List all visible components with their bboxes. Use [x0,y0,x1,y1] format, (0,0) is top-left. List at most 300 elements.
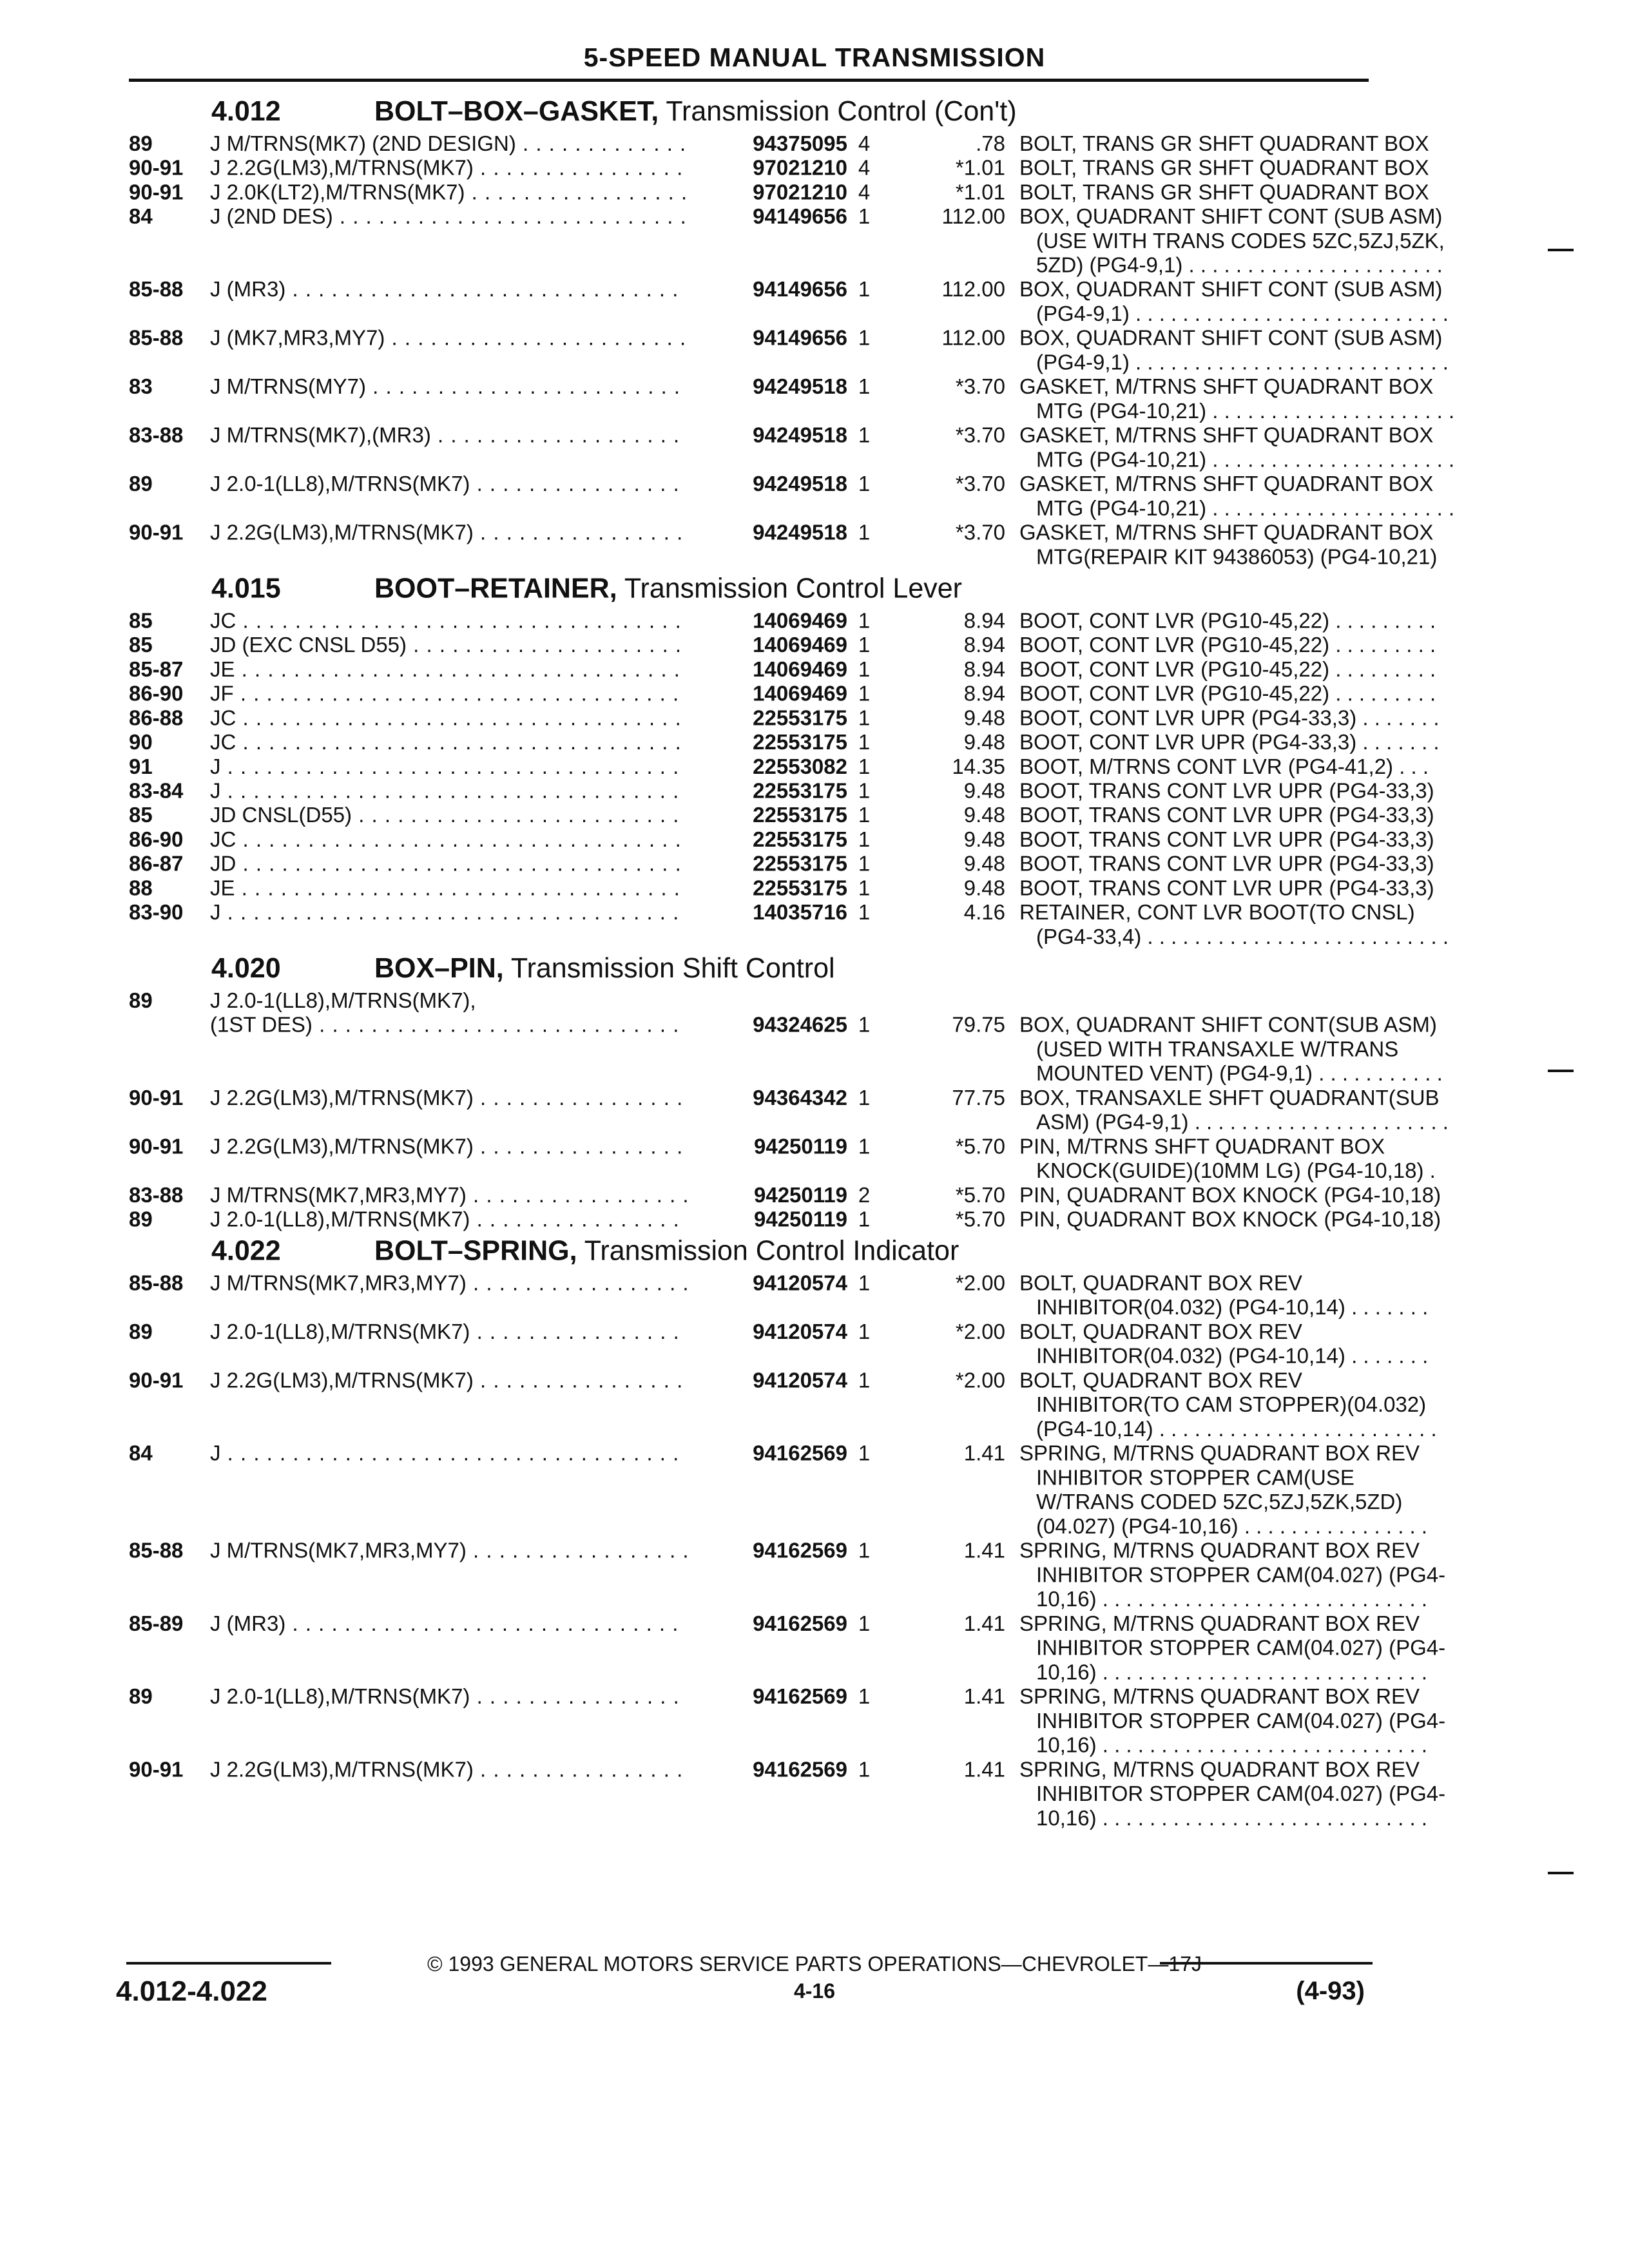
table-row [129,1538,1446,1611]
quantity: 1 [858,276,871,302]
description-line: BOX, QUADRANT SHIFT CONT (SUB ASM) [1019,325,1443,350]
price: 9.48 [963,778,1005,803]
quantity: 1 [858,1611,871,1635]
description-line: MTG(REPAIR KIT 94386053) (PG4-10,21) [1036,544,1438,569]
part-number: 97021210 [697,180,847,204]
table-row [129,827,1434,852]
model-year: 85-88 [129,1270,184,1295]
model-year: 83 [129,374,153,399]
table-row [129,1756,1446,1830]
vehicle-application: J 2.2G(LM3),M/TRNS(MK7) . . . [210,520,687,544]
price: 9.48 [963,875,1005,900]
description-line: GASKET, M/TRNS SHFT QUADRANT BOX [1019,520,1434,544]
part-number: 94249518 [697,374,847,399]
description [1019,423,1496,471]
table-row [129,705,1440,730]
description-line: BOX, QUADRANT SHIFT CONT (SUB ASM) [1019,276,1443,302]
quantity: 1 [858,423,871,447]
model-year: 85-88 [129,1538,184,1562]
quantity: 1 [858,520,871,544]
price: *3.70 [955,520,1005,544]
description [1019,1085,1496,1133]
model-year: 90-91 [129,1085,184,1110]
description [1019,1757,1496,1830]
section-title [129,948,1379,988]
section-name: BOOT–RETAINER, [374,572,617,604]
table-row [129,1684,1446,1757]
vehicle-application: J 2.0K(LT2),M/TRNS(MK7) . . . [210,180,687,204]
vehicle-application: J 2.0-1(LL8),M/TRNS(MK7) . . . [210,1207,687,1231]
description-line: BOOT, TRANS CONT LVR UPR (PG4-33,3) [1019,802,1434,827]
description [1019,778,1496,803]
description-line: INHIBITOR(04.032) (PG4-10,14) . . . . . . . [1036,1294,1429,1320]
model-year: 85 [129,608,153,633]
description-line: 10,16) . . . . . . . . . . . . . . . . . . . . . . . . . . . . [1036,1659,1428,1684]
description [1019,1319,1496,1367]
description-line: ASM) (PG4-9,1) . . . . . . . . . . . . . . . . . . . . . . [1036,1109,1449,1134]
quantity: 1 [858,680,871,706]
description-line: 10,16) . . . . . . . . . . . . . . . . . . . . . . . . . . . . [1036,1586,1428,1611]
price: *3.70 [955,374,1005,399]
vehicle-application: J 2.2G(LM3),M/TRNS(MK7) . . . [210,155,687,180]
description-line: MTG (PG4-10,21) . . . . . . . . . . . . . . . . . . . . . [1036,398,1455,423]
table-row [129,471,1455,521]
description-line: BOOT, CONT LVR UPR (PG4-33,3) . . . . . . . [1019,705,1440,730]
description [1019,1368,1496,1441]
part-number: 94149656 [697,204,847,228]
section-name: BOX–PIN, [374,952,504,985]
part-number: 22553175 [697,851,847,876]
price: 9.48 [963,851,1005,876]
section-title [129,569,1379,608]
quantity: 4 [858,179,871,204]
model-year: 85 [129,632,153,657]
description-line: BOLT, QUADRANT BOX REV [1019,1367,1302,1392]
vehicle-application: JE . . . [210,876,687,900]
description-line: SPRING, M/TRNS QUADRANT BOX REV [1019,1538,1420,1562]
model-year: 90-91 [129,1133,184,1158]
price: *3.70 [955,471,1005,496]
part-number: 94149656 [697,277,847,302]
description-line: MTG (PG4-10,21) . . . . . . . . . . . . . . . . . . . . . [1036,495,1455,521]
footer-date-code: (4-93) [1296,1977,1365,2005]
quantity: 1 [858,1012,871,1037]
table-row [129,729,1440,754]
part-number: 94250119 [697,1207,847,1231]
quantity: 1 [858,827,871,852]
description [1019,1134,1496,1182]
description-line: BOOT, TRANS CONT LVR UPR (PG4-33,3) [1019,875,1434,900]
table-row [129,778,1434,803]
part-number: 94250119 [697,1182,847,1207]
quantity: 1 [858,778,871,803]
price: 14.35 [952,754,1005,778]
table-row [129,802,1434,827]
table-row [129,1133,1436,1183]
description-line: RETAINER, CONT LVR BOOT(TO CNSL) [1019,899,1415,925]
price: 9.48 [963,729,1005,754]
description [1019,1441,1496,1538]
description-line: SPRING, M/TRNS QUADRANT BOX REV [1019,1684,1420,1709]
description-line: BOX, TRANSAXLE SHFT QUADRANT(SUB [1019,1085,1440,1110]
vehicle-application: J M/TRNS(MK7,MR3,MY7) . . . [210,1271,687,1295]
description [1019,988,1496,1012]
description-line: MOUNTED VENT) (PG4-9,1) . . . . . . . . . . . [1036,1061,1443,1086]
parts-listing [129,91,1455,1830]
description-line: INHIBITOR(TO CAM STOPPER)(04.032) [1036,1392,1427,1417]
price: 8.94 [963,632,1005,657]
model-year: 83-84 [129,778,184,803]
part-number: 14069469 [697,608,847,633]
model-year: 90-91 [129,155,184,180]
margin-mark [1548,249,1574,251]
description-line: (PG4-9,1) . . . . . . . . . . . . . . . . . . . . . . . . . . . [1036,301,1449,326]
quantity: 1 [858,851,871,876]
vehicle-application: J M/TRNS(MK7),(MR3) . . . [210,423,687,447]
vehicle-application: J (MK7,MR3,MY7) . . . [210,325,687,350]
description-line: BOLT, TRANS GR SHFT QUADRANT BOX [1019,131,1429,155]
margin-mark [1548,1872,1574,1874]
description [1019,729,1496,754]
description [1019,277,1496,325]
section-subtitle: Transmission Shift Control [510,952,835,985]
part-number: 94250119 [697,1134,847,1158]
vehicle-application: J 2.0-1(LL8),M/TRNS(MK7) . . . [210,1319,687,1343]
price: *5.70 [955,1182,1005,1207]
vehicle-application: JC . . . [210,827,687,851]
table-row [129,851,1434,876]
section-number: 4.020 [211,952,281,985]
description [1019,1271,1496,1319]
part-number: 94249518 [697,520,847,544]
table-row [129,754,1429,778]
part-number: 22553082 [697,754,847,778]
footer-page-number: 4-16 [793,1979,836,2003]
model-year: 89 [129,1684,153,1709]
vehicle-application: (1ST DES) . . . [210,1012,687,1037]
model-year: 88 [129,875,153,900]
price: .78 [976,131,1005,155]
price: 8.94 [963,608,1005,633]
model-year: 83-88 [129,423,184,447]
description-line: INHIBITOR STOPPER CAM(04.027) (PG4- [1036,1781,1446,1806]
quantity: 1 [858,1085,871,1110]
part-number: 94120574 [697,1319,847,1343]
model-year: 90-91 [129,520,184,544]
section-title [129,91,1379,131]
description-line: BOOT, CONT LVR (PG10-45,22) . . . . . . . . . [1019,608,1436,633]
part-number: 94162569 [697,1611,847,1635]
description-line: SPRING, M/TRNS QUADRANT BOX REV [1019,1441,1420,1465]
vehicle-application: JD CNSL(D55) . . . [210,803,687,827]
vehicle-application: JE . . . [210,657,687,681]
description-line: 10,16) . . . . . . . . . . . . . . . . . . . . . . . . . . . . [1036,1805,1428,1830]
description [1019,180,1496,204]
description [1019,1684,1496,1756]
description [1019,1538,1496,1611]
model-year: 90-91 [129,1367,184,1392]
quantity: 4 [858,155,871,180]
description-line: SPRING, M/TRNS QUADRANT BOX REV [1019,1756,1420,1782]
price: *3.70 [955,423,1005,447]
margin-mark [1548,1070,1574,1072]
description-line: BOOT, TRANS CONT LVR UPR (PG4-33,3) [1019,851,1434,876]
section-name: BOLT–SPRING, [374,1235,577,1267]
description [1019,657,1496,681]
table-row [129,276,1449,326]
model-year: 90-91 [129,1756,184,1782]
description-line: 10,16) . . . . . . . . . . . . . . . . . . . . . . . . . . . . [1036,1732,1428,1757]
table-row [129,632,1436,657]
quantity: 1 [858,325,871,350]
header-rule [129,79,1369,82]
table-row [129,1085,1449,1134]
quantity: 1 [858,1319,871,1344]
model-year: 91 [129,754,153,778]
table-row [129,155,1429,180]
price: *2.00 [955,1319,1005,1344]
part-number: 22553175 [697,876,847,900]
description [1019,155,1496,180]
part-number: 94162569 [697,1538,847,1562]
description-line: BOX, QUADRANT SHIFT CONT(SUB ASM) [1019,1012,1437,1037]
table-row [129,179,1429,204]
part-number: 94375095 [697,131,847,155]
description [1019,803,1496,827]
part-number: 94162569 [697,1757,847,1782]
description-line: W/TRANS CODED 5ZC,5ZJ,5ZK,5ZD) [1036,1489,1403,1514]
vehicle-application: J 2.0-1(LL8),M/TRNS(MK7) . . . [210,1684,687,1708]
description-line: (04.027) (PG4-10,16) . . . . . . . . . . . . . . . . [1036,1514,1428,1539]
price: 77.75 [952,1085,1005,1110]
price: 9.48 [963,827,1005,852]
table-row [129,1441,1428,1539]
price: 112.00 [941,204,1005,229]
model-year: 85 [129,802,153,827]
price: 8.94 [963,657,1005,681]
model-year: 89 [129,131,153,155]
description-line: SPRING, M/TRNS QUADRANT BOX REV [1019,1611,1420,1635]
description-line: BOLT, TRANS GR SHFT QUADRANT BOX [1019,179,1429,204]
description [1019,900,1496,948]
description [1019,632,1496,657]
description [1019,131,1496,155]
model-year: 89 [129,1319,153,1344]
vehicle-application: J (MR3) . . . [210,1611,687,1635]
part-number: 22553175 [697,706,847,730]
section-number: 4.022 [211,1235,281,1267]
description-line: BOOT, CONT LVR (PG10-45,22) . . . . . . . . . [1019,680,1436,706]
part-number: 22553175 [697,803,847,827]
description-line: INHIBITOR STOPPER CAM(04.027) (PG4- [1036,1708,1446,1733]
description-line: GASKET, M/TRNS SHFT QUADRANT BOX [1019,471,1434,496]
table-row [129,1319,1429,1368]
part-number: 14069469 [697,657,847,681]
vehicle-application: J M/TRNS(MK7,MR3,MY7) . . . [210,1538,687,1562]
part-number: 22553175 [697,729,847,754]
description-line: 5ZD) (PG4-9,1) . . . . . . . . . . . . . . . . . . . . . . [1036,252,1443,277]
model-year: 85-88 [129,276,184,302]
model-year: 86-87 [129,851,184,876]
vehicle-application: J 2.2G(LM3),M/TRNS(MK7) . . . [210,1085,687,1110]
part-number: 94120574 [697,1368,847,1392]
description [1019,204,1496,276]
vehicle-application: J 2.2G(LM3),M/TRNS(MK7) . . . [210,1757,687,1782]
description-line: (USE WITH TRANS CODES 5ZC,5ZJ,5ZK, [1036,228,1445,253]
vehicle-application: J . . . [210,1441,687,1465]
part-number: 94162569 [697,1441,847,1465]
model-year: 86-90 [129,827,184,852]
description-line: MTG (PG4-10,21) . . . . . . . . . . . . . . . . . . . . . [1036,447,1455,472]
quantity: 1 [858,899,871,925]
model-year: 85-87 [129,657,184,681]
vehicle-application: J 2.0-1(LL8),M/TRNS(MK7), [210,988,476,1013]
description [1019,681,1496,706]
description-line: INHIBITOR STOPPER CAM(04.027) (PG4- [1036,1635,1446,1660]
description [1019,472,1496,520]
price: 4.16 [963,899,1005,925]
part-number: 14035716 [697,900,847,925]
quantity: 1 [858,374,871,399]
table-row [129,875,1434,900]
quantity: 1 [858,875,871,900]
vehicle-application: JC . . . [210,706,687,730]
price: *2.00 [955,1270,1005,1295]
model-year: 84 [129,1441,153,1465]
description [1019,876,1496,900]
model-year: 89 [129,988,153,1013]
price [902,988,1005,1012]
description-line: BOLT, QUADRANT BOX REV [1019,1319,1302,1344]
description-line: PIN, QUADRANT BOX KNOCK (PG4-10,18) [1019,1206,1441,1231]
section-number: 4.012 [211,95,281,128]
description [1019,706,1496,730]
model-year: 84 [129,204,153,229]
vehicle-application: JF . . . [210,681,687,706]
description-line: BOOT, CONT LVR UPR (PG4-33,3) . . . . . . . [1019,729,1440,754]
table-row [129,423,1455,472]
price: 8.94 [963,680,1005,706]
table-row [129,520,1438,569]
price: 1.41 [963,1611,1005,1635]
table-row [129,608,1436,633]
section-subtitle: Transmission Control (Con't) [666,95,1017,128]
quantity: 1 [858,1684,871,1709]
price: 1.41 [963,1684,1005,1709]
part-number: 22553175 [697,778,847,803]
description-line: PIN, QUADRANT BOX KNOCK (PG4-10,18) [1019,1182,1441,1207]
description-line: BOOT, TRANS CONT LVR UPR (PG4-33,3) [1019,827,1434,852]
description-line: INHIBITOR STOPPER CAM(USE [1036,1465,1354,1490]
description-line: GASKET, M/TRNS SHFT QUADRANT BOX [1019,374,1434,399]
description-line: BOOT, CONT LVR (PG10-45,22) . . . . . . . . . [1019,657,1436,681]
price: 1.41 [963,1538,1005,1562]
model-year: 85-89 [129,1611,184,1635]
part-number: 14069469 [697,681,847,706]
description [1019,1012,1496,1085]
description-line: BOOT, TRANS CONT LVR UPR (PG4-33,3) [1019,778,1434,803]
vehicle-application: J M/TRNS(MK7) (2ND DESIGN) . . . [210,131,687,155]
part-number: 94324625 [697,1012,847,1037]
model-year: 85-88 [129,325,184,350]
description [1019,1611,1496,1684]
table-row [129,1270,1429,1320]
vehicle-application: J (MR3) . . . [210,277,687,302]
table-row [129,657,1436,681]
price: 9.48 [963,705,1005,730]
footer-section-range: 4.012-4.022 [116,1975,267,2007]
description [1019,608,1496,633]
vehicle-application: J (2ND DES) . . . [210,204,687,228]
quantity [848,988,880,1012]
price: 112.00 [941,276,1005,302]
description-line: (PG4-9,1) . . . . . . . . . . . . . . . . . . . . . . . . . . . [1036,349,1449,374]
table-row [129,1012,1443,1086]
model-year: 90-91 [129,179,184,204]
quantity: 1 [858,802,871,827]
quantity: 1 [858,729,871,754]
table-row [129,131,1429,155]
description [1019,325,1496,374]
part-number: 97021210 [697,155,847,180]
quantity: 1 [858,1756,871,1782]
quantity: 1 [858,1270,871,1295]
description [1019,374,1496,423]
model-year: 83-88 [129,1182,184,1207]
section-number: 4.015 [211,572,281,604]
table-row [129,325,1449,374]
vehicle-application: J . . . [210,900,687,925]
table-row [129,988,1379,1012]
quantity: 1 [858,705,871,730]
quantity: 1 [858,608,871,633]
description-line: GASKET, M/TRNS SHFT QUADRANT BOX [1019,423,1434,447]
description-line: INHIBITOR STOPPER CAM(04.027) (PG4- [1036,1562,1446,1587]
section-subtitle: Transmission Control Indicator [584,1235,959,1267]
table-row [129,680,1436,706]
description-line: BOOT, CONT LVR (PG10-45,22) . . . . . . . . . [1019,632,1436,657]
part-number: 94149656 [697,325,847,350]
model-year: 83-90 [129,899,184,925]
quantity: 1 [858,471,871,496]
quantity: 1 [858,632,871,657]
description-line: KNOCK(GUIDE)(10MM LG) (PG4-10,18) . [1036,1158,1436,1183]
vehicle-application: J M/TRNS(MK7,MR3,MY7) . . . [210,1182,687,1207]
vehicle-application: J . . . [210,754,687,778]
price: *1.01 [955,179,1005,204]
description-line: INHIBITOR(04.032) (PG4-10,14) . . . . . . . [1036,1343,1429,1368]
price: 112.00 [941,325,1005,350]
table-row [129,204,1445,277]
description-line: (PG4-10,14) . . . . . . . . . . . . . . . . . . . . . . . . [1036,1416,1437,1441]
vehicle-application: J . . . [210,778,687,803]
section-subtitle: Transmission Control Lever [624,572,962,604]
quantity: 1 [858,1538,871,1562]
part-number: 94162569 [697,1684,847,1708]
quantity: 1 [858,1206,871,1231]
quantity: 4 [858,131,871,155]
table-row [129,1206,1441,1231]
description-line: PIN, M/TRNS SHFT QUADRANT BOX [1019,1133,1385,1158]
page-title: 5-SPEED MANUAL TRANSMISSION [583,43,1046,72]
vehicle-application: JC . . . [210,729,687,754]
table-row [129,899,1449,949]
price: *2.00 [955,1367,1005,1392]
description [1019,1207,1496,1231]
part-number: 94364342 [697,1085,847,1110]
quantity: 1 [858,657,871,681]
description-line: BOOT, M/TRNS CONT LVR (PG4-41,2) . . . [1019,754,1429,778]
